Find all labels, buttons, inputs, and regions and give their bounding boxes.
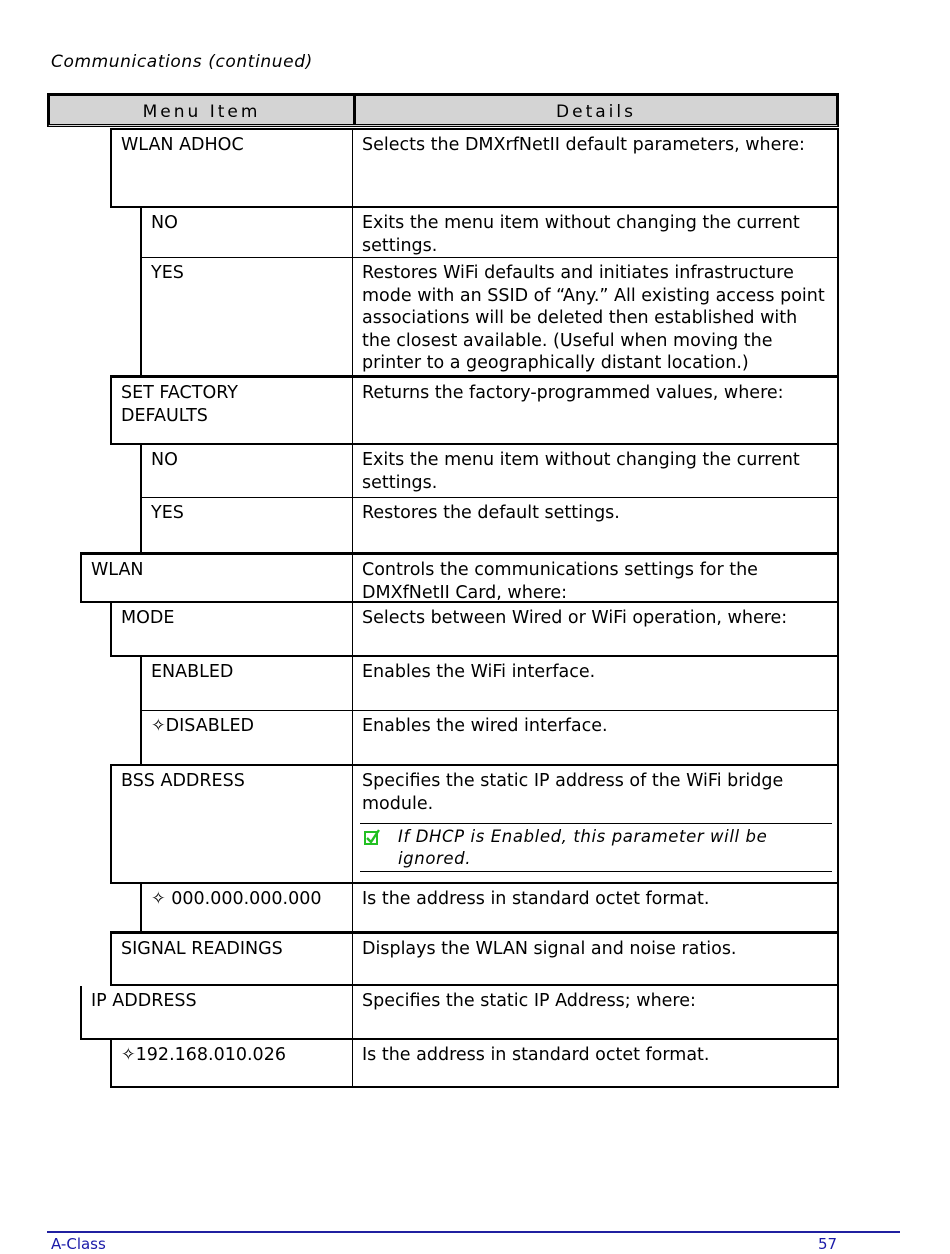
details-cell [352,552,839,603]
menu-item-cell [140,657,352,711]
table-row [110,375,839,445]
menu-item-cell [110,931,352,986]
menu-item-label: SET FACTORY DEFAULTS [121,383,238,426]
menu-item-cell [110,375,352,445]
header-menu-item: Menu Item [142,102,261,122]
table-row [80,986,839,1040]
menu-item-cell [110,764,352,884]
section-title: Communications (continued) [51,52,313,72]
menu-item-cell [110,128,352,208]
menu-item-label: NO [151,450,178,470]
details-text: Controls the communications settings for the DMXfNetII Card, where: [362,560,758,603]
details-text: Returns the factory-programmed values, where: [362,383,784,403]
menu-item-label: WLAN [91,560,144,580]
menu-item-cell [140,445,352,498]
details-text: Displays the WLAN signal and noise ratios. [362,939,737,959]
menu-item-label: BSS ADDRESS [121,771,245,791]
menu-item-label: NO [151,213,178,233]
details-text: Restores WiFi defaults and initiates infrastructure mode with an SSID of “Any.” All existing access point associations will be deleted then established with the closest available. (Useful when moving the printer to a geographically distant location.) [362,263,825,373]
details-cell [352,884,839,931]
table-row [80,552,839,603]
details-text: Selects between Wired or WiFi operation, where: [362,608,788,628]
table-row [110,1040,839,1088]
note-box [360,823,832,872]
table-row [140,657,839,711]
footer-rule [47,1231,900,1233]
table-row [110,128,839,208]
table-row [140,711,839,765]
details-cell [352,498,839,552]
header-details: Details [556,102,636,122]
details-cell [352,657,839,711]
menu-item-cell [140,498,352,552]
table-row [110,603,839,657]
details-cell [352,711,839,765]
menu-item-cell [80,552,352,603]
details-cell [352,986,839,1040]
details-cell [352,208,839,258]
menu-item-cell [140,208,352,258]
checkbox-icon [364,829,380,845]
menu-item-cell [110,603,352,657]
menu-item-label: IP ADDRESS [91,991,197,1011]
details-text: Is the address in standard octet format. [362,889,710,909]
table-row [140,258,839,375]
details-cell [352,445,839,498]
menu-item-cell [140,884,352,931]
footer-doc-name: A-Class [51,1235,106,1253]
menu-item-cell [140,258,352,375]
menu-item-label: SIGNAL READINGS [121,939,283,959]
table-row [110,931,839,986]
details-cell [352,1040,839,1088]
table-row [140,208,839,258]
footer-page-number: 57 [818,1235,838,1253]
table-row [140,445,839,498]
menu-item-label: WLAN ADHOC [121,135,244,155]
details-text: Enables the wired interface. [362,716,608,736]
menu-item-label: MODE [121,608,175,628]
table-row [140,884,839,931]
details-cell [352,128,839,208]
details-cell [352,603,839,657]
menu-item-label: ENABLED [151,662,234,682]
menu-item-label: ✧DISABLED [151,716,254,736]
details-text: Specifies the static IP Address; where: [362,991,696,1011]
menu-item-label: ✧192.168.010.026 [121,1045,286,1065]
details-text: Restores the default settings. [362,503,620,523]
table-row [140,498,839,552]
menu-item-cell [140,711,352,765]
details-cell [352,931,839,986]
menu-item-label: YES [151,263,184,283]
details-text: Enables the WiFi interface. [362,662,596,682]
details-text: Exits the menu item without changing the current settings. [362,450,800,493]
details-text: Specifies the static IP address of the WiFi bridge module. [362,771,784,814]
menu-item-label: ✧ 000.000.000.000 [151,889,322,909]
details-cell [352,258,839,375]
table-header [47,93,839,127]
menu-item-label: YES [151,503,184,523]
details-text: Is the address in standard octet format. [362,1045,710,1065]
menu-item-cell [80,986,352,1040]
details-cell [352,375,839,445]
details-text: Exits the menu item without changing the current settings. [362,213,800,256]
menu-item-cell [110,1040,352,1088]
note-text: If DHCP is Enabled, this parameter will be ignored. [398,827,768,868]
details-text: Selects the DMXrfNetII default parameters, where: [362,135,805,155]
